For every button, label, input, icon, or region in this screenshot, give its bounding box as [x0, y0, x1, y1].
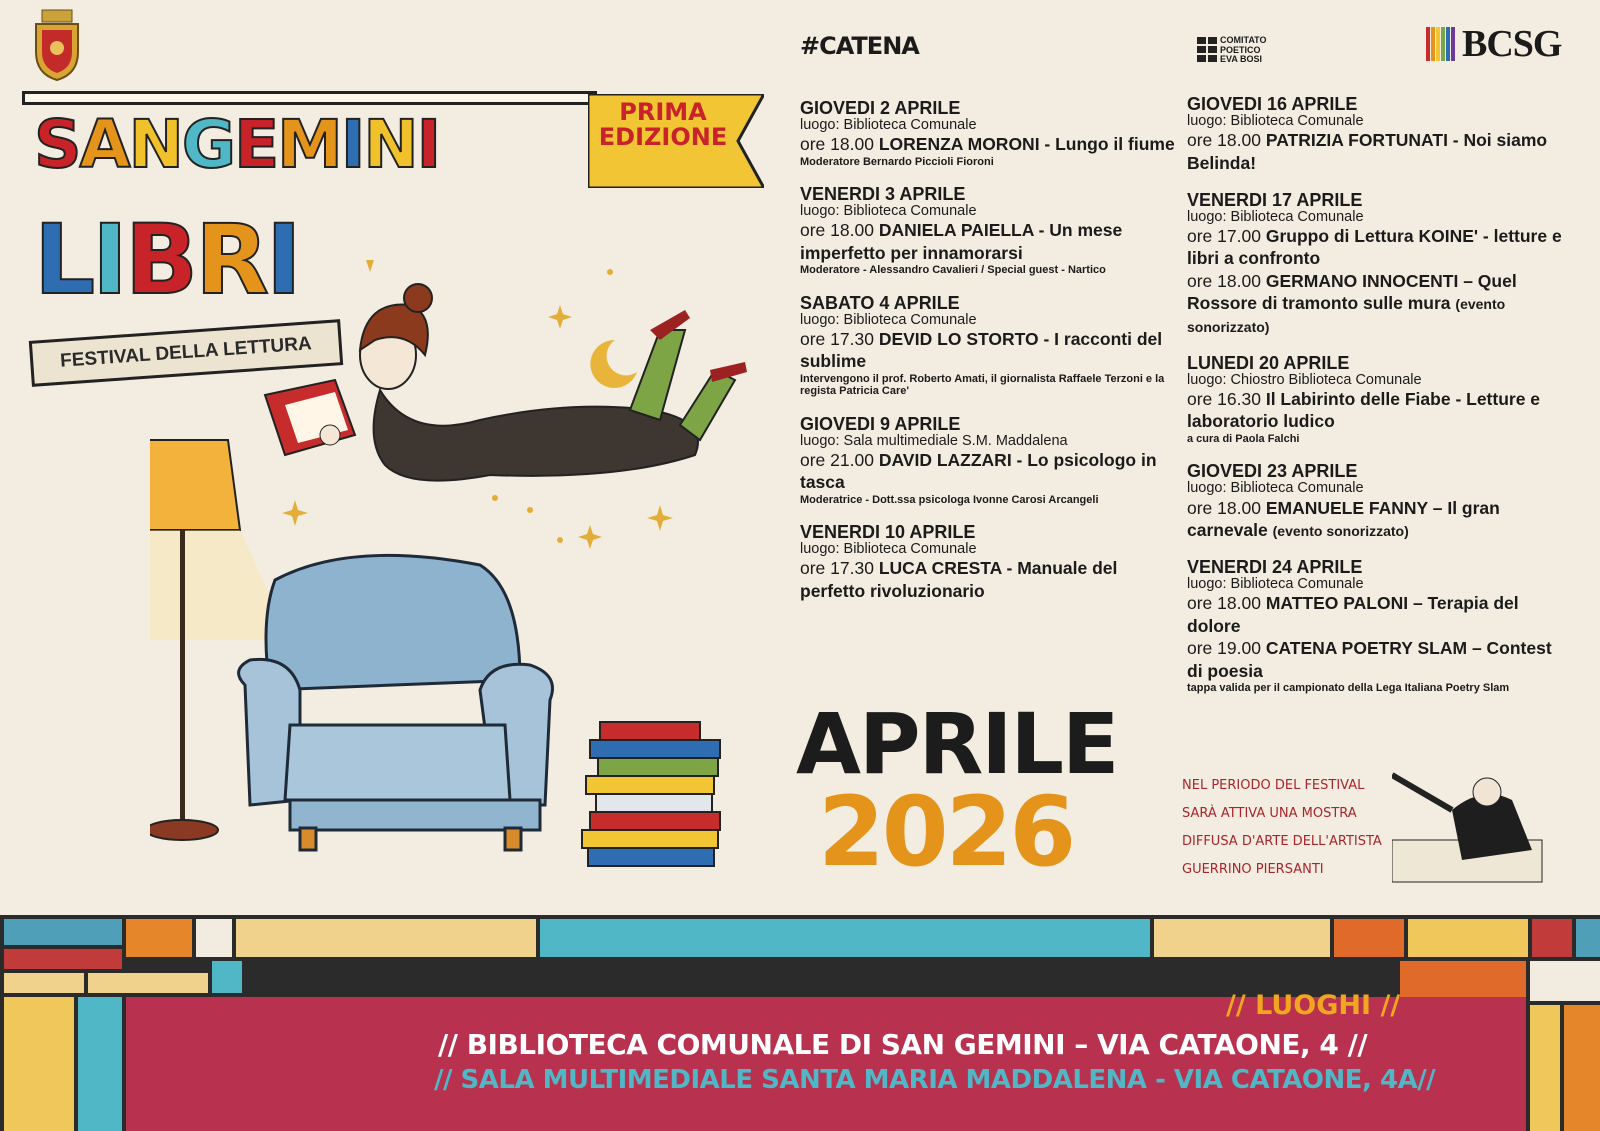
event-title: LORENZA MORONI - Lungo il fiume: [878, 134, 1175, 155]
event-place: luogo: Biblioteca Comunale: [1187, 112, 1364, 129]
mostra-line: NEL PERIODO DEL FESTIVAL: [1182, 778, 1365, 793]
festival-subtitle: FESTIVAL DELLA LETTURA: [29, 319, 343, 387]
title-letter: L: [34, 204, 93, 316]
event-note: Moderatore Bernardo Piccioli Fioroni: [800, 155, 994, 168]
event-note: tappa valida per il campionato della Lega Italiana Poetry Slam: [1187, 682, 1510, 695]
event-note: Moderatrice - Dott.ssa psicologa Ivonne Carosi Arcangeli: [800, 493, 1099, 506]
event-date: VENERDI 3 APRILE: [800, 184, 966, 205]
event-entry: [800, 99, 1185, 168]
event-time: ore 18.00: [1187, 593, 1261, 614]
event-time: ore 18.00: [1187, 270, 1261, 291]
town-crest-emblem: [30, 8, 84, 82]
event-date: VENERDI 10 APRILE: [800, 522, 976, 543]
event-entry: [1187, 558, 1572, 694]
title-letter: N: [128, 106, 182, 183]
location-sala-multimediale: // SALA MULTIMEDIALE SANTA MARIA MADDALENA - VIA CATAONE, 4A//: [434, 1065, 1436, 1095]
event-place: luogo: Biblioteca Comunale: [1187, 576, 1364, 593]
stained-glass-band: [0, 915, 1600, 1131]
event-title: LUCA CRESTA - Manuale del perfetto rivoluzionario: [800, 558, 1118, 601]
year-label: 2026: [818, 776, 1074, 888]
event-title: DANIELA PAIELLA - Un mese imperfetto per innamorarsi: [800, 220, 1123, 263]
event-title: DEVID LO STORTO - I racconti del sublime: [800, 328, 1163, 372]
event-program: [800, 328, 1185, 373]
event-entry: [800, 185, 1185, 277]
event-date: GIOVEDI 23 APRILE: [1187, 461, 1358, 482]
month-label: APRILE: [796, 695, 1118, 793]
event-program: [1187, 225, 1572, 337]
event-program: [1187, 592, 1572, 682]
event-time: ore 18.00: [800, 134, 874, 155]
events-column-right: [1187, 95, 1572, 712]
mostra-note: [1182, 772, 1382, 884]
event-place: luogo: Biblioteca Comunale: [800, 203, 977, 220]
hashtag-catena: #CATENA: [800, 32, 919, 60]
title-top-rule: [22, 91, 597, 105]
event-entry: [800, 294, 1185, 398]
event-program: [1187, 388, 1572, 433]
event-time: ore 17.00: [1187, 226, 1261, 246]
event-title: PATRIZIA FORTUNATI - Noi siamo Belinda!: [1187, 130, 1548, 173]
event-program: [1187, 129, 1572, 174]
event-entry: [1187, 462, 1572, 541]
event-entry: [1187, 95, 1572, 174]
event-title: Gruppo di Lettura KOINE' - letture e libri a confronto: [1187, 226, 1562, 269]
bcsg-logo-stripes: [1426, 27, 1460, 66]
event-title: MATTEO PALONI – Terapia del dolore: [1187, 593, 1519, 636]
event-date: GIOVEDI 9 APRILE: [800, 413, 961, 434]
event-time: ore 17.30: [800, 558, 874, 579]
event-time: ore 18.00: [1187, 497, 1261, 518]
event-place: luogo: Biblioteca Comunale: [1187, 208, 1364, 225]
event-time: ore 19.00: [1187, 638, 1261, 659]
event-title: DAVID LAZZARI - Lo psicologo in tasca: [800, 449, 1157, 493]
event-program: [800, 449, 1185, 494]
event-time: ore 21.00: [800, 449, 874, 470]
event-place: luogo: Biblioteca Comunale: [800, 116, 977, 133]
prima-edizione-label: PRIMA EDIZIONE: [598, 98, 728, 152]
comitato-line: POETICO: [1220, 44, 1261, 55]
title-letter: A: [79, 106, 129, 183]
event-date: VENERDI 24 APRILE: [1187, 557, 1363, 578]
event-title: Il Labirinto delle Fiabe - Letture e laboratorio ludico: [1187, 389, 1541, 432]
event-note: a cura di Paola Falchi: [1187, 432, 1300, 445]
events-column-left: [800, 99, 1185, 619]
mostra-line: GUERRINO PIERSANTI: [1182, 862, 1324, 877]
title-letter: I: [92, 204, 125, 316]
event-entry: [800, 523, 1185, 602]
title-letter: E: [234, 106, 278, 183]
event-note: Intervengono il prof. Roberto Amati, il giornalista Raffaele Terzoni e la regista Patricia Care': [800, 372, 1165, 398]
title-letter: G: [181, 106, 235, 183]
event-time: ore 18.00: [1187, 130, 1261, 151]
festival-title-line1: [34, 106, 440, 183]
title-letter: S: [34, 106, 80, 183]
event-date: GIOVEDI 16 APRILE: [1187, 94, 1358, 114]
title-letter: R: [195, 204, 266, 316]
event-tag: (evento sonorizzato): [1272, 522, 1409, 539]
event-time: ore 18.00: [800, 220, 874, 241]
event-time: ore 17.30: [800, 328, 874, 349]
event-date: VENERDI 17 APRILE: [1187, 189, 1363, 210]
reading-woman-figure: [265, 284, 747, 481]
event-place: luogo: Biblioteca Comunale: [800, 311, 977, 328]
reading-illustration: [150, 260, 790, 900]
comitato-logo-icon: [1196, 36, 1218, 64]
title-letter: I: [340, 106, 364, 183]
mostra-line: DIFFUSA D'ARTE DELL'ARTISTA: [1182, 834, 1382, 849]
event-place: luogo: Biblioteca Comunale: [800, 541, 977, 558]
title-letter: I: [416, 106, 440, 183]
event-title: GERMANO INNOCENTI – Quel Rossore di tramonto sulle mura: [1187, 270, 1517, 314]
event-tag: (evento sonorizzato): [1187, 296, 1506, 335]
event-entry: [1187, 191, 1572, 337]
event-entry: [1187, 354, 1572, 446]
title-letter: N: [363, 106, 417, 183]
mostra-line: SARÀ ATTIVA UNA MOSTRA: [1182, 806, 1357, 821]
event-time: ore 16.30: [1187, 389, 1261, 410]
event-place: luogo: Sala multimediale S.M. Maddalena: [800, 432, 1068, 449]
event-place: luogo: Biblioteca Comunale: [1187, 480, 1364, 497]
title-letter: B: [124, 204, 196, 316]
luoghi-heading: // LUOGHI //: [1226, 990, 1401, 1021]
artist-caricature-illustration: [1392, 770, 1552, 885]
event-entry: [800, 415, 1185, 507]
event-title: CATENA POETRY SLAM – Contest di poesia: [1187, 638, 1552, 681]
event-program: [800, 557, 1185, 602]
title-letter: M: [277, 106, 341, 183]
event-date: LUNEDI 20 APRILE: [1187, 352, 1350, 373]
book-stack: [582, 722, 720, 866]
event-program: [800, 219, 1185, 264]
moon-icon: [590, 340, 637, 388]
event-program: [1187, 497, 1572, 542]
event-program: [800, 133, 1185, 155]
bcsg-logo-text: BCSG: [1462, 23, 1562, 65]
event-date: GIOVEDI 2 APRILE: [800, 98, 961, 118]
event-date: SABATO 4 APRILE: [800, 292, 960, 313]
event-place: luogo: Chiostro Biblioteca Comunale: [1187, 371, 1422, 388]
location-biblioteca: // BIBLIOTECA COMUNALE DI SAN GEMINI – VIA CATAONE, 4 //: [438, 1028, 1368, 1061]
comitato-line: COMITATO: [1220, 35, 1267, 45]
title-letter: I: [265, 204, 299, 316]
comitato-line: EVA BOSI: [1220, 54, 1263, 64]
armchair: [239, 555, 553, 850]
event-title: EMANUELE FANNY – Il gran carnevale: [1187, 497, 1500, 540]
event-note: Moderatore - Alessandro Cavalieri / Special guest - Nartico: [800, 264, 1106, 277]
